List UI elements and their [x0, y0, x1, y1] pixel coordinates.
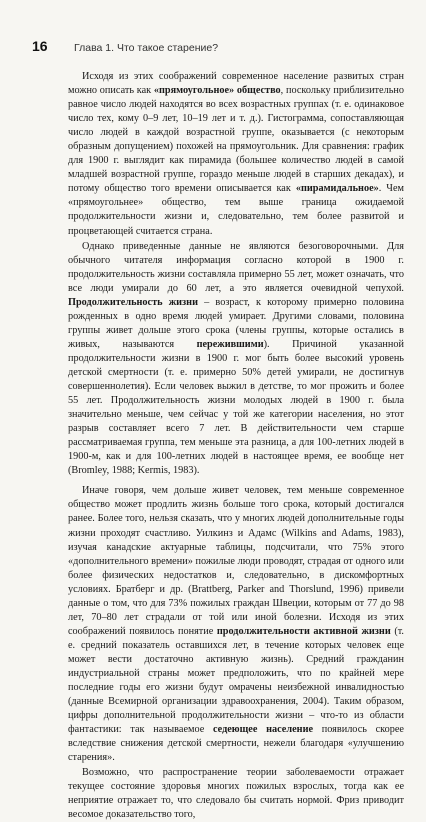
text-run: (т. е. средний показатель оставшихся лет, в течение которых человек еще может вести достаточно активную жизнь). Средний гражданин индустриальной страны может предположить, что по крайней мере последние годы его жизни будут омрачены неизбежной инвалидностью (данные Всемирной организации здравоохранения, 2004). Таким образом, цифры дополнительной продолжительности жизни – что-то из области фантастики: так называемое	[68, 625, 404, 736]
text-run: Однако приведенные данные не являются безоговорочными. Для обычного читателя информация согласно которой в 1900 г. продолжительность жизни составляла примерно 55 лет, может означать, что все люди умирали до 60 лет, а это является очевидной чепухой.	[68, 240, 404, 294]
bold-term: продолжительности активной жизни	[216, 625, 391, 637]
page-number: 16	[32, 38, 48, 54]
body-text	[68, 70, 404, 821]
text-run: появилось скорее вследствие снижения детской смертности, нежели благодаря «улучшению старения».	[68, 724, 404, 764]
bold-term: седеющее население	[212, 724, 314, 736]
bold-term: «пирамидальное»	[295, 183, 379, 195]
page-header	[32, 38, 402, 56]
chapter-title: Глава 1. Что такое старение?	[74, 42, 219, 54]
paragraph	[68, 766, 404, 822]
text-run: – возраст, к которому примерно половина рожденных в одно время людей умирает. Другими словами, половина группы живет дольше этого срока (члены группы, которые остались в живых, называются	[68, 296, 404, 350]
bold-term: пережившими	[196, 338, 264, 350]
text-run: Исходя из этих соображений современное население развитых стран можно описать как	[68, 71, 404, 97]
text-run: Возможно, что распространение теории заболеваемости отражает текущее состояние здоровья многих пожилых взрослых, тогда как ее неприятие отражает то, что следовало бы считать нормой. Фриз приводит весомое доказательство того,	[68, 767, 404, 821]
text-run: , поскольку приблизительно равное число людей находятся во всех возрастных группах (т. е. одинаковое число тех, кому 0–9 лет, 10–19 лет и т. д.). Гистограмма, сопоставляющая число людей в каждой возрастной группе, оказывается (с некоторым образным допущением) похожей на прямоугольник. Для сравнения: график для 1900 г. выглядит как пирамида (большее количество людей в самой младшей возрастной группе, гораздо меньше людей в старших декадах), и потому общество того времени описывается как	[68, 85, 404, 195]
bold-term: Продолжительность жизни	[68, 296, 198, 308]
text-run: ). Причиной указанной продолжительности жизни в 1900 г. мог быть более высокий уровень детской смертности (т. е. примерно 50% детей умирали, не достигнув совершеннолетия). Если человек выжил в детстве, то мог прожить и более 55 лет. Продолжительность жизни молодых людей в 1900 г. была значительно меньше, чем сейчас у той же категории населения, но этот разрыв составляет всего 7 лет. В действительности чем старше рассматриваемая группа, тем меньше эта разница, а для 100-летних людей в 1900-м, как и для 100-летних людей в настоящее время, ее вообще нет (Bromley, 1988; Kermis, 1983).	[68, 338, 404, 477]
paragraph	[68, 484, 404, 765]
paragraph	[68, 70, 404, 239]
paragraph	[68, 240, 404, 479]
bold-term: «прямоугольное» общество	[153, 85, 281, 97]
text-run: . Чем «прямоугольнее» общество, тем выше граница ожидаемой продолжительности жизни и, следовательно, тем более развитой и процветающей считается страна.	[68, 183, 404, 237]
text-run: Иначе говоря, чем дольше живет человек, тем меньше современное общество может продлить жизнь больше того срока, который достигался ранее. Более того, нельзя сказать, что у многих людей дополнительные годы жизни проходят счастливо. Уилкинз и Адамс (Wilkins and Adams, 1983), изучая канадские актуарные таблицы, подсчитали, что 75% этого «дополнительного времени» пожилые люди проводят, страдая от одного или более физических недостатков и, следовательно, в дискомфортных условиях. Братберг и др. (Brattberg, Parker and Thorslund, 1996) привели данные о том, что для 73% пожилых граждан Швеции, которым от 77 до 98 лет, 70–80 лет страдали от той или иной болезни. Исходя из этих соображений появилось понятие	[68, 485, 404, 637]
